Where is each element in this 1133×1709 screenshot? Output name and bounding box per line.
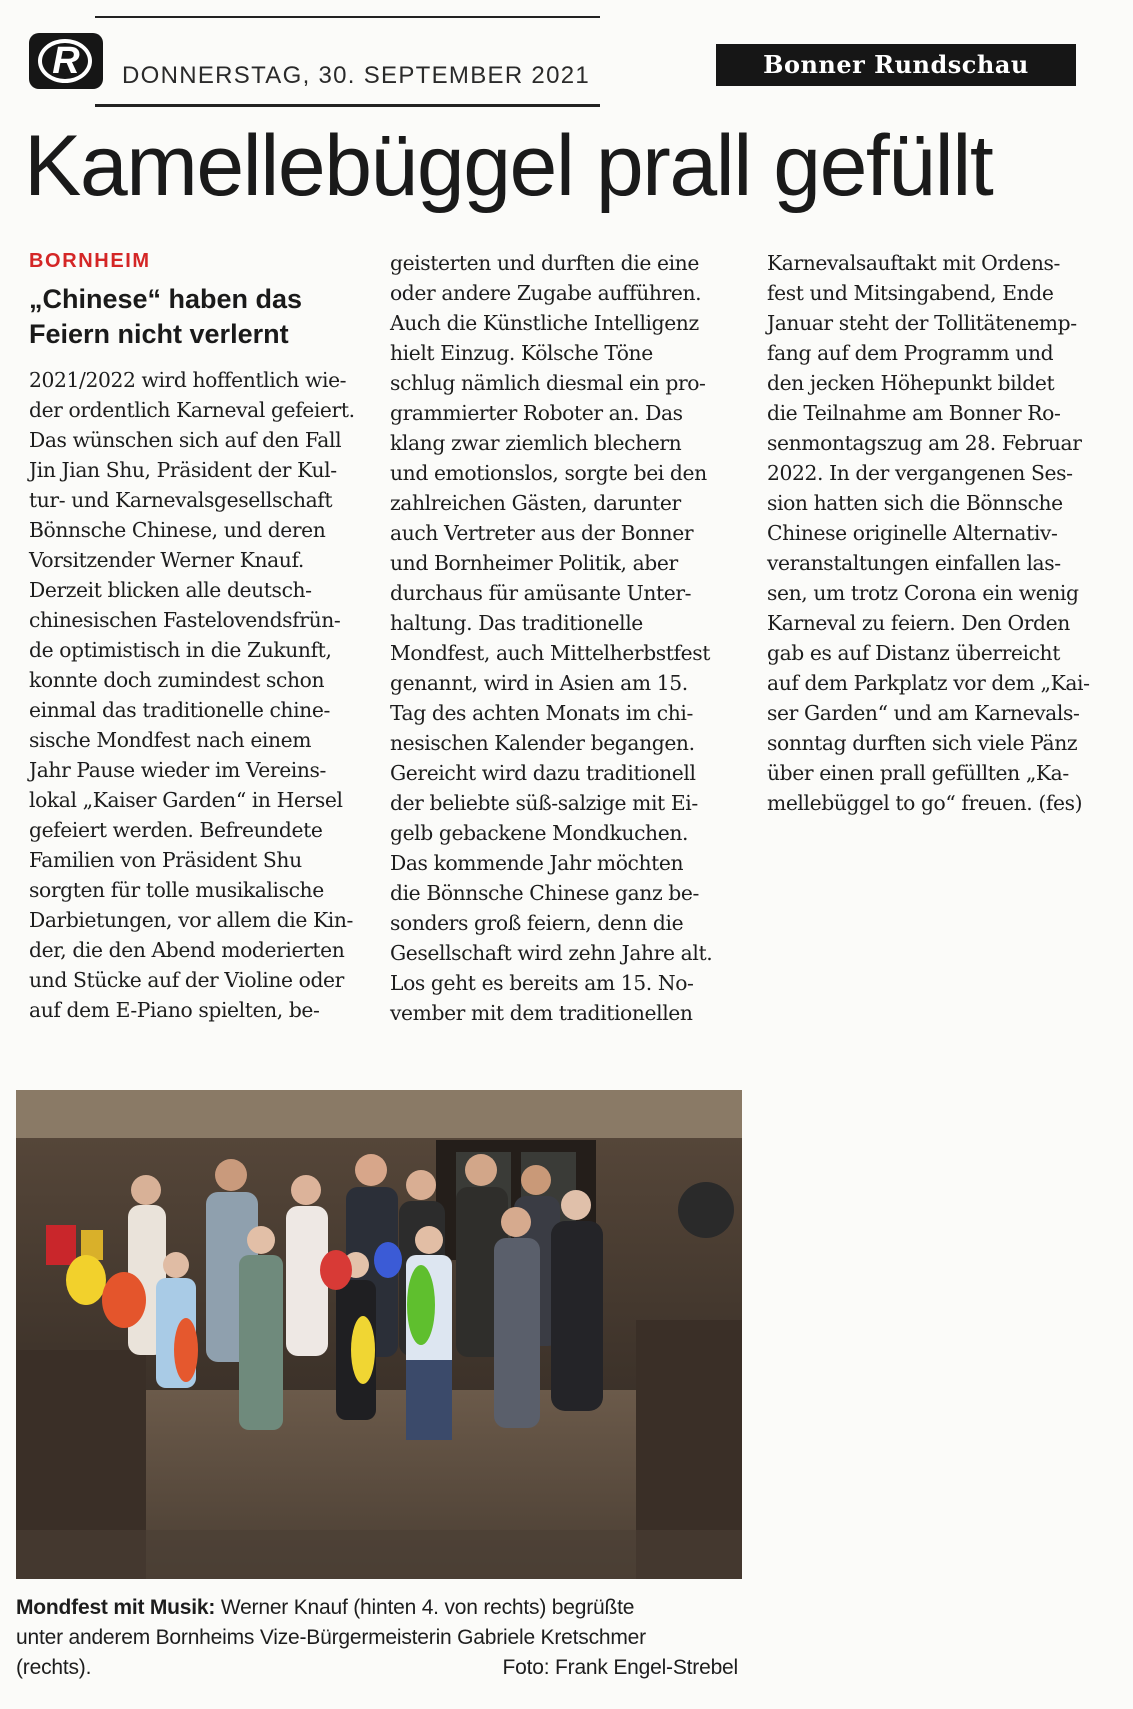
photo-caption	[16, 1593, 746, 1683]
article-line: konnte doch zumindest schon	[29, 668, 325, 692]
article-line: auf dem E-Piano spielten, be-	[29, 998, 320, 1022]
article-column-3	[767, 248, 1107, 818]
photo-illustration	[16, 1090, 742, 1579]
article-line: schlug nämlich diesmal ein pro-	[390, 371, 706, 395]
article-line: zahlreichen Gästen, darunter	[390, 491, 681, 515]
logo-letter: R	[52, 40, 80, 82]
article-line: gab es auf Distanz überreicht	[767, 641, 1060, 665]
article-line: Los geht es bereits am 15. No-	[390, 971, 694, 995]
article-line: und emotionslos, sorgte bei den	[390, 461, 707, 485]
kicker: BORNHEIM	[29, 250, 151, 272]
article-line: sonntag durften sich viele Pänz	[767, 731, 1078, 755]
masthead-logo: Bonner Rundschau	[716, 44, 1076, 86]
article-line: der ordentlich Karneval gefeiert.	[29, 398, 355, 422]
caption-line	[16, 1653, 746, 1683]
article-line: auf dem Parkplatz vor dem „Kai-	[767, 671, 1090, 695]
article-line: nesischen Kalender begangen.	[390, 731, 695, 755]
article-line: ser Garden“ und am Karnevals-	[767, 701, 1080, 725]
article-line: oder andere Zugabe aufführen.	[390, 281, 702, 305]
article-line: Familien von Präsident Shu	[29, 848, 302, 872]
article-line: der beliebte süß-salzige mit Ei-	[390, 791, 698, 815]
article-line: lokal „Kaiser Garden“ in Hersel	[29, 788, 343, 812]
rundschau-logo	[29, 33, 103, 89]
article-line: Karneval zu feiern. Den Orden	[767, 611, 1070, 635]
article-line: Jahr Pause wieder im Vereins-	[29, 758, 327, 782]
subhead	[29, 282, 359, 352]
article-line: die Teilnahme am Bonner Ro-	[767, 401, 1061, 425]
article-line: und Bornheimer Politik, aber	[390, 551, 678, 575]
article-line: 2022. In der vergangenen Ses-	[767, 461, 1073, 485]
dateline: DONNERSTAG, 30. SEPTEMBER 2021	[122, 62, 591, 89]
article-line: Bönnsche Chinese, und deren	[29, 518, 326, 542]
article-line: die Bönnsche Chinese ganz be-	[390, 881, 699, 905]
article-line: senmontagszug am 28. Februar	[767, 431, 1082, 455]
article-line: fang auf dem Programm und	[767, 341, 1054, 365]
article-line: gelb gebackene Mondkuchen.	[390, 821, 689, 845]
article-line: genannt, wird in Asien am 15.	[390, 671, 688, 695]
article-line: vember mit dem traditionellen	[390, 1001, 693, 1025]
group-photo	[16, 1090, 742, 1579]
article-line: geisterten und durften die eine	[390, 251, 699, 275]
article-line: und Stücke auf der Violine oder	[29, 968, 344, 992]
article-line: gefeiert werden. Befreundete	[29, 818, 323, 842]
article-line: Das kommende Jahr möchten	[390, 851, 684, 875]
article-line: sen, um trotz Corona ein wenig	[767, 581, 1079, 605]
article-line: Vorsitzender Werner Knauf.	[29, 548, 304, 572]
header-bottom-rule	[95, 104, 600, 107]
header-top-rule	[95, 16, 600, 18]
article-line: Derzeit blicken alle deutsch-	[29, 578, 312, 602]
article-line: Auch die Künstliche Intelligenz	[390, 311, 699, 335]
article-line: klang zwar ziemlich blechern	[390, 431, 682, 455]
caption-text: (rechts).	[16, 1656, 92, 1679]
article-line: Das wünschen sich auf den Fall	[29, 428, 342, 452]
article-line: de optimistisch in die Zukunft,	[29, 638, 332, 662]
article-line: Gesellschaft wird zehn Jahre alt.	[390, 941, 713, 965]
article-line: chinesischen Fastelovendsfrün-	[29, 608, 341, 632]
article-line: veranstaltungen einfallen las-	[767, 551, 1061, 575]
article-line: Mondfest, auch Mittelherbstfest	[390, 641, 711, 665]
article-line: hielt Einzug. Kölsche Töne	[390, 341, 653, 365]
article-line: über einen prall gefüllten „Ka-	[767, 761, 1069, 785]
subhead-line: Feiern nicht verlernt	[29, 319, 289, 349]
article-line: sonders groß feiern, denn die	[390, 911, 684, 935]
article-line: tur- und Karnevalsgesellschaft	[29, 488, 333, 512]
article-column-2	[390, 248, 730, 1028]
headline: Kamellebüggel prall gefüllt	[24, 118, 993, 214]
article-line: fest und Mitsingabend, Ende	[767, 281, 1054, 305]
article-line: Darbietungen, vor allem die Kin-	[29, 908, 353, 932]
article-line: grammierter Roboter an. Das	[390, 401, 683, 425]
caption-line: unter anderem Bornheims Vize-Bürgermeisterin Gabriele Kretschmer	[16, 1626, 646, 1649]
article-column-1	[29, 365, 359, 1025]
article-line: haltung. Das traditionelle	[390, 611, 643, 635]
article-line: Chinese originelle Alternativ-	[767, 521, 1058, 545]
article-line: mellebüggel to go“ freuen. (fes)	[767, 791, 1083, 815]
article-line: durchaus für amüsante Unter-	[390, 581, 692, 605]
article-line: auch Vertreter aus der Bonner	[390, 521, 694, 545]
caption-lead: Mondfest mit Musik:	[16, 1596, 216, 1619]
article-line: den jecken Höhepunkt bildet	[767, 371, 1055, 395]
article-line: Januar steht der Tollitätenemp-	[767, 311, 1077, 335]
caption-line	[16, 1593, 746, 1623]
article-line: sion hatten sich die Bönnsche	[767, 491, 1063, 515]
article-line: sische Mondfest nach einem	[29, 728, 312, 752]
article-line: Jin Jian Shu, Präsident der Kul-	[29, 458, 337, 482]
article-line: Tag des achten Monats im chi-	[390, 701, 693, 725]
article-line: Gereicht wird dazu traditionell	[390, 761, 696, 785]
subhead-line: „Chinese“ haben das	[29, 284, 303, 314]
article-line: Karnevalsauftakt mit Ordens-	[767, 251, 1060, 275]
photo-credit: Foto: Frank Engel-Strebel	[502, 1656, 738, 1679]
article-line: der, die den Abend moderierten	[29, 938, 345, 962]
article-line: einmal das traditionelle chine-	[29, 698, 330, 722]
caption-text: Werner Knauf (hinten 4. von rechts) begrüßte	[215, 1596, 635, 1619]
article-line: sorgten für tolle musikalische	[29, 878, 324, 902]
article-line: 2021/2022 wird hoffentlich wie-	[29, 368, 347, 392]
